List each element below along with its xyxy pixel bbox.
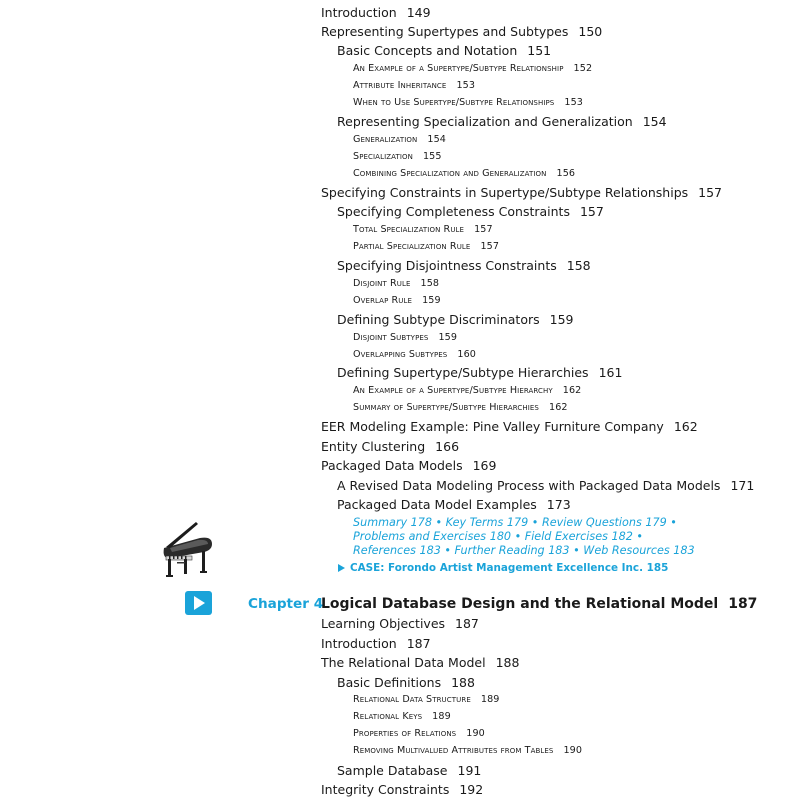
toc-entry-page: 190: [563, 745, 583, 756]
end-of-chapter-line-3[interactable]: References 183 • Further Reading 183 • Web Resources 183: [353, 544, 695, 557]
toc-entry-page: 159: [422, 295, 441, 306]
toc-entry-title: Summary of Supertype/Subtype Hierarchies: [353, 402, 539, 413]
toc-entry-page: 158: [566, 258, 591, 273]
toc-entry-title: Integrity Constraints: [321, 782, 450, 797]
toc-entry-page: 173: [546, 497, 571, 512]
toc-entry-page: 191: [457, 763, 482, 778]
toc-entry[interactable]: [353, 225, 493, 235]
toc-entry-page: 150: [578, 24, 603, 39]
toc-entry[interactable]: [337, 45, 551, 58]
toc-entry-page: 152: [573, 63, 593, 74]
toc-entry-title: An Example of a Supertype/Subtype Relationship: [353, 63, 564, 74]
toc-entry-title: Combining Specialization and Generalization: [353, 168, 547, 179]
chapter-title[interactable]: [321, 597, 757, 611]
toc-entry-page: 153: [564, 97, 583, 108]
toc-entry-title: Sample Database: [337, 763, 448, 778]
toc-entry-page: 192: [459, 782, 484, 797]
toc-entry-title: Entity Clustering: [321, 439, 426, 454]
toc-entry[interactable]: [321, 441, 459, 454]
toc-entry-title: Relational Keys: [353, 711, 423, 722]
toc-entry-title: Specifying Disjointness Constraints: [337, 258, 557, 273]
toc-entry[interactable]: [337, 116, 667, 129]
toc-entry-page: 162: [562, 385, 582, 396]
chapter-page-number: 187: [728, 596, 758, 612]
toc-entry-page: 171: [730, 478, 755, 493]
toc-entry-title: Representing Supertypes and Subtypes: [321, 24, 569, 39]
toc-entry-title: Attribute Inheritance: [353, 80, 447, 91]
toc-entry[interactable]: [321, 26, 602, 39]
toc-entry[interactable]: [353, 333, 457, 343]
toc-entry-title: Specifying Completeness Constraints: [337, 204, 570, 219]
toc-entry-title: Overlapping Subtypes: [353, 349, 448, 360]
toc-entry-title: Packaged Data Models: [321, 458, 463, 473]
toc-entry-title: Specifying Constraints in Supertype/Subtype Relationships: [321, 185, 689, 200]
toc-entry-title: Disjoint Rule: [353, 278, 411, 289]
toc-entry[interactable]: [353, 296, 441, 306]
toc-entry-title: An Example of a Supertype/Subtype Hierarchy: [353, 385, 553, 396]
toc-entry[interactable]: [337, 480, 754, 493]
toc-entry-title: Removing Multivalued Attributes from Tables: [353, 745, 554, 756]
toc-entry[interactable]: [337, 260, 591, 273]
toc-entry-page: 159: [438, 332, 458, 343]
toc-entry[interactable]: [337, 314, 574, 327]
toc-entry-title: Basic Concepts and Notation: [337, 43, 518, 58]
toc-entry[interactable]: [353, 135, 446, 145]
toc-entry-page: 157: [474, 224, 493, 235]
toc-entry[interactable]: [353, 81, 475, 91]
toc-entry-page: 189: [432, 711, 451, 722]
toc-entry-page: 151: [527, 43, 552, 58]
toc-entry[interactable]: [353, 712, 451, 722]
toc-entry-page: 189: [480, 694, 500, 705]
toc-entry-page: 159: [549, 312, 574, 327]
toc-entry-title: The Relational Data Model: [321, 655, 486, 670]
case-label: CASE: Forondo Artist Management Excellence Inc. 185: [350, 562, 669, 574]
toc-entry-title: Introduction: [321, 636, 397, 651]
toc-entry-page: 160: [457, 349, 476, 360]
toc-entry-title: Relational Data Structure: [353, 694, 471, 705]
toc-entry-page: 156: [556, 168, 576, 179]
toc-entry-page: 158: [420, 278, 440, 289]
toc-entry-title: Defining Supertype/Subtype Hierarchies: [337, 365, 589, 380]
toc-entry[interactable]: [353, 279, 439, 289]
toc-entry-title: Basic Definitions: [337, 675, 442, 690]
toc-entry[interactable]: [321, 421, 698, 434]
toc-entry-page: 162: [548, 402, 568, 413]
toc-entry[interactable]: [353, 152, 442, 162]
toc-entry[interactable]: [353, 695, 499, 705]
toc-entry-title: A Revised Data Modeling Process with Packaged Data Models: [337, 478, 721, 493]
toc-entry[interactable]: [337, 206, 604, 219]
end-of-chapter-line-2[interactable]: Problems and Exercises 180 • Field Exercises 182 •: [353, 530, 643, 543]
toc-entry-page: 153: [456, 80, 476, 91]
toc-entry-title: Generalization: [353, 134, 418, 145]
toc-entry-title: Partial Specialization Rule: [353, 241, 471, 252]
case-arrow-icon: [338, 564, 345, 572]
toc-entry[interactable]: [321, 784, 483, 797]
toc-entry[interactable]: [353, 403, 568, 413]
play-video-button[interactable]: [185, 591, 212, 615]
toc-entry[interactable]: [353, 98, 583, 108]
grand-piano-icon: [160, 518, 214, 578]
toc-entry-page: 187: [455, 616, 479, 631]
toc-entry-title: Packaged Data Model Examples: [337, 497, 537, 512]
toc-entry-title: Total Specialization Rule: [353, 224, 465, 235]
toc-entry[interactable]: [321, 657, 519, 670]
toc-entry[interactable]: [337, 499, 571, 512]
toc-entry[interactable]: [353, 386, 581, 396]
toc-entry-page: 188: [495, 655, 520, 670]
toc-entry-page: 157: [579, 204, 604, 219]
toc-entry[interactable]: [353, 169, 575, 179]
toc-entry-page: 154: [427, 134, 447, 145]
toc-entry[interactable]: [353, 729, 485, 739]
toc-entry-page: 169: [472, 458, 497, 473]
toc-entry[interactable]: [353, 242, 499, 252]
toc-entry[interactable]: [321, 187, 722, 200]
toc-entry-title: Disjoint Subtypes: [353, 332, 429, 343]
toc-entry-page: 157: [480, 241, 500, 252]
toc-entry-page: 166: [435, 439, 460, 454]
end-of-chapter-line-1[interactable]: Summary 178 • Key Terms 179 • Review Questions 179 •: [353, 516, 677, 529]
toc-entry-title: When to Use Supertype/Subtype Relationships: [353, 97, 555, 108]
toc-entry[interactable]: [337, 677, 475, 690]
chapter-title-text: Logical Database Design and the Relational Model: [321, 596, 719, 612]
toc-entry-page: 149: [406, 5, 431, 20]
toc-entry[interactable]: [337, 367, 622, 380]
chapter-label: Chapter 4: [248, 596, 324, 612]
toc-entry-title: Properties of Relations: [353, 728, 457, 739]
toc-entry-title: Learning Objectives: [321, 616, 446, 631]
case-link[interactable]: [338, 563, 668, 573]
toc-entry-page: 157: [698, 185, 722, 200]
toc-entry[interactable]: [321, 638, 431, 651]
toc-entry-page: 162: [673, 419, 698, 434]
toc-entry-page: 155: [422, 151, 442, 162]
toc-entry-page: 154: [642, 114, 667, 129]
toc-entry-title: Introduction: [321, 5, 397, 20]
toc-entry-title: Specialization: [353, 151, 413, 162]
toc-entry-page: 188: [451, 675, 475, 690]
toc-entry[interactable]: [321, 7, 431, 20]
toc-entry[interactable]: [353, 350, 476, 360]
toc-entry-title: EER Modeling Example: Pine Valley Furniture Company: [321, 419, 664, 434]
toc-entry-title: Representing Specialization and Generalization: [337, 114, 633, 129]
toc-entry[interactable]: [337, 765, 481, 778]
toc-entry-page: 187: [406, 636, 431, 651]
toc-entry-title: Overlap Rule: [353, 295, 413, 306]
play-icon: [194, 596, 205, 610]
toc-entry[interactable]: [353, 64, 592, 74]
toc-entry-page: 190: [466, 728, 485, 739]
toc-entry-page: 161: [598, 365, 623, 380]
toc-entry[interactable]: [321, 460, 496, 473]
toc-entry[interactable]: [353, 746, 582, 756]
toc-entry[interactable]: [321, 618, 479, 631]
toc-entry-title: Defining Subtype Discriminators: [337, 312, 540, 327]
